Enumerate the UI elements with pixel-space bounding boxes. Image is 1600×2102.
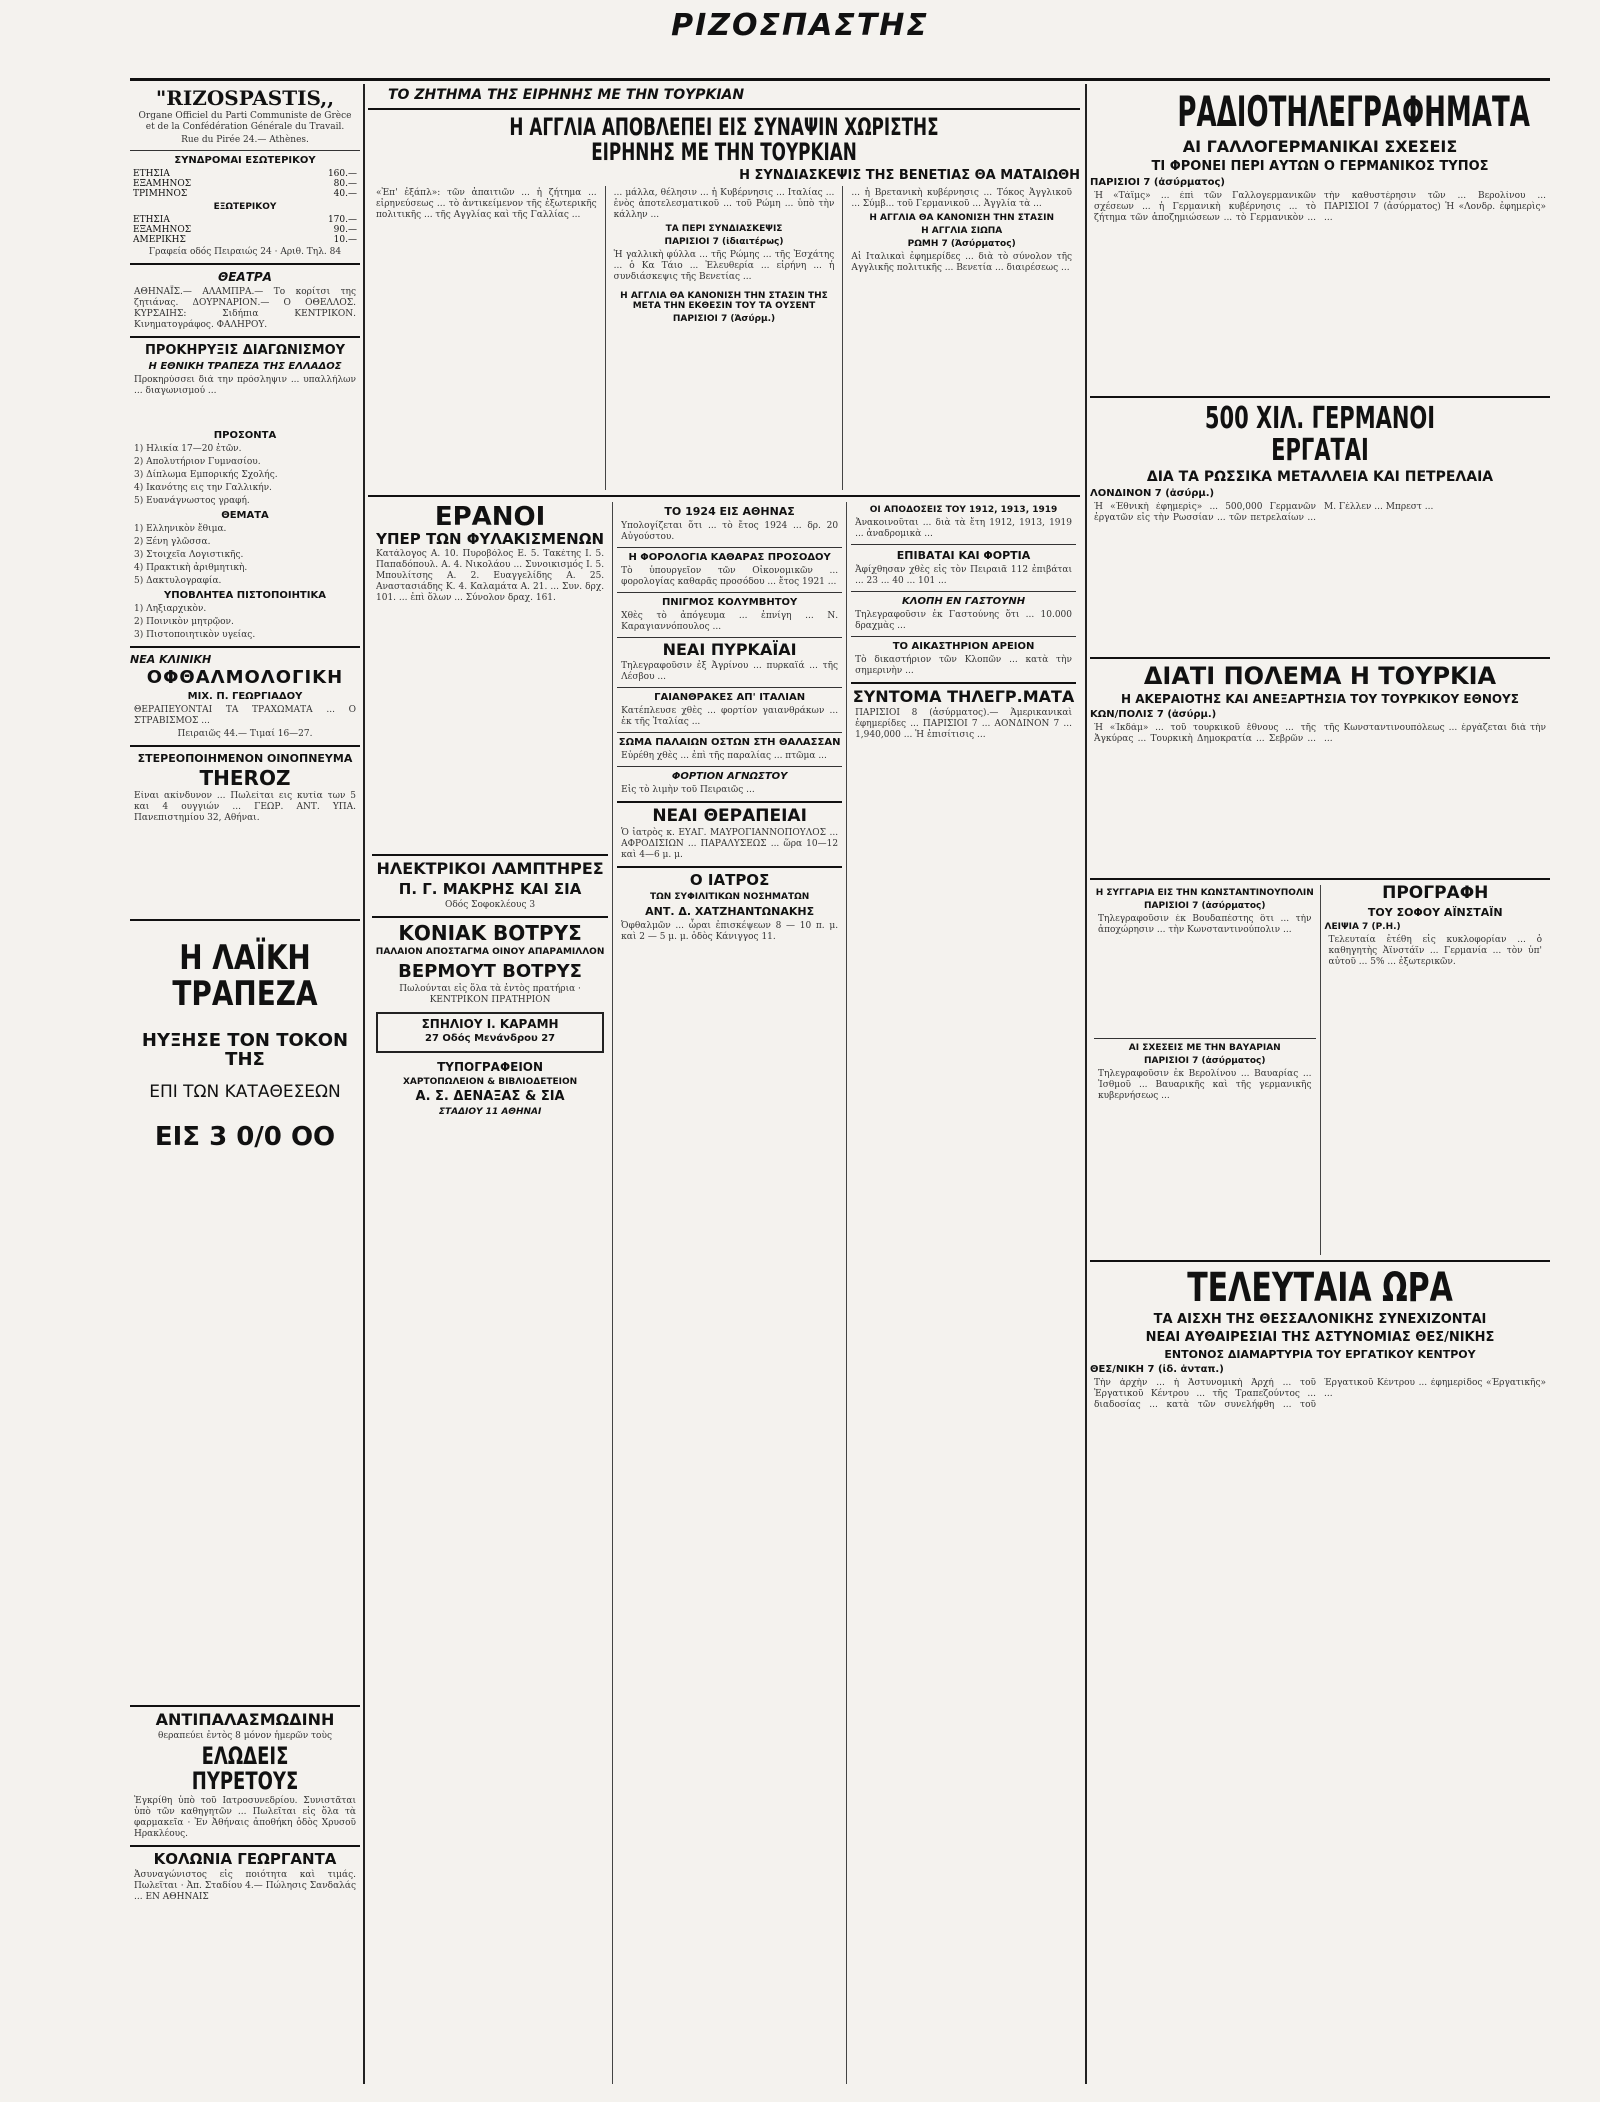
rate-row bbox=[130, 235, 360, 245]
divider bbox=[372, 916, 608, 918]
coal-heading: ΓΑΙΑΝΘΡΑΚΕΣ ΑΠ' ΙΤΑΛΙΑΝ bbox=[654, 692, 806, 704]
requirement-item: 3) Δίπλωμα Εμπορικής Σχολής. bbox=[134, 470, 278, 480]
alcohol-brand: THEROZ bbox=[199, 765, 291, 790]
coal-text: Κατέπλευσε χθὲς ... φορτίον γαιανθράκων ... ἐκ τῆς Ἰταλίας ... bbox=[621, 706, 839, 728]
rate-value: 160.— bbox=[327, 169, 357, 179]
divider bbox=[851, 544, 1076, 545]
subject-item: 3) Στοιχεῖα Λογιστικῆς. bbox=[134, 550, 244, 560]
last-hour-heading: ΤΕΛΕΥΤΑΙΑ ΩΡΑ bbox=[1187, 1265, 1453, 1312]
rate-label: ΕΞΑΜΗΝΟΣ bbox=[133, 179, 192, 189]
rate-label: ΕΞΑΜΗΝΟΣ bbox=[133, 225, 192, 235]
foreign-heading: ΕΞΩΤΕΡΙΚΟΥ bbox=[213, 202, 277, 212]
constantinople-dateline: ΚΩΝ/ΠΟΛΙΣ 7 (ἀσύρμ.) bbox=[1090, 709, 1217, 721]
theatre-heading: ΘΕΑΤΡΑ bbox=[218, 270, 272, 284]
paris-dateline: ΠΑΡΙΣΙΟΙ 7 (ἰδιαιτέρως) bbox=[664, 237, 784, 248]
rate-label: ΑΜΕΡΙΚΗΣ bbox=[133, 235, 186, 245]
divider bbox=[130, 1845, 360, 1847]
karamis-title: ΣΠΗΛΙΟΥ Ι. ΚΑΡΑΜΗ bbox=[421, 1016, 559, 1031]
thessaloniki-heading: ΤΑ ΑΙΣΧΗ ΤΗΣ ΘΕΣΣΑΛΟΝΙΚΗΣ ΣΥΝΕΧΙΖΟΝΤΑΙ bbox=[1153, 1312, 1487, 1328]
tax-heading: Η ΦΟΡΟΛΟΓΙΑ ΚΑΘΑΡΑΣ ΠΡΟΣΟΔΟΥ bbox=[628, 552, 831, 564]
clinic-text: ΘΕΡΑΠΕΥΟΝΤΑΙ ΤΑ ΤΡΑΧΩΜΑΤΑ ... Ο ΣΤΡΑΒΙΣΜΟΣ ... bbox=[134, 704, 356, 726]
cognac-subtitle: ΠΑΛΑΙΟΝ ΑΠΟΣΤΑΓΜΑ ΟΙΝΟΥ ΑΠΑΡΑΜΙΛΛΟΝ bbox=[375, 946, 605, 957]
lead-text: «Ἐπ' ἐξάπλ»: τῶν ἀπαιτιῶν ... ἡ ζήτημα ... εἰρηνεύσεως ... τὸ ἀντικείμενον τῆς ἐξωτερικῆς πολιτικῆς ... τῆς Αγγλίας καὶ τῆς Γαλλίας ... bbox=[376, 188, 597, 221]
divider bbox=[851, 682, 1076, 684]
column-divider bbox=[1085, 84, 1087, 2084]
rate-value: 80.— bbox=[333, 179, 357, 189]
passengers-text: Ἀφίχθησαν χθὲς εἰς τὸν Πειραιᾶ 112 ἐπιβάται ... 23 ... 40 ... 101 ... bbox=[855, 565, 1072, 587]
venice-headline: Η ΣΥΝΔΙΑΣΚΕΨΙΣ ΤΗΣ ΒΕΝΕΤΙΑΣ ΘΑ ΜΑΤΑΙΩΘΗ bbox=[739, 168, 1080, 184]
athens-1924-heading: ΤΟ 1924 ΕΙΣ ΑΘΗΝΑΣ bbox=[664, 505, 795, 519]
workers-subheading: ΔΙΑ ΤΑ ΡΩΣΣΙΚΑ ΜΕΤΑΛΛΕΙΑ ΚΑΙ ΠΕΤΡΕΛΑΙΑ bbox=[1146, 469, 1494, 486]
donations-subtitle: ΥΠΕΡ ΤΩΝ ΦΥΛΑΚΙΣΜΕΝΩΝ bbox=[376, 529, 605, 548]
therapies-text: Ὁ ἰατρὸς κ. ΕΥΑΓ. ΜΑΥΡΟΓΙΑΝΝΟΠΟΥΛΟΣ ... ΑΦΡΟΔΙΣΙΩΝ ... ΠΑΡΑΛΥΣΕΩΣ ... ὥρα 10—12 καὶ 4—6 μ. μ. bbox=[621, 828, 839, 861]
lead-column bbox=[368, 186, 605, 490]
divider bbox=[617, 866, 842, 868]
lead-column bbox=[605, 186, 843, 490]
balkan-text: Ἀνακοινοῦται ... διὰ τὰ ἔτη 1912, 1913, 1919 ... ἀναδρομικὰ ... bbox=[855, 518, 1072, 540]
offices-line: Γραφεία οδός Πειραιώς 24 · Αριθ. Τηλ. 84 bbox=[148, 247, 342, 257]
lamps-shop: Π. Γ. ΜΑΚΡΗΣ ΚΑΙ ΣΙΑ bbox=[398, 880, 582, 899]
clinic-heading: ΝΕΑ ΚΛΙΝΙΚΗ bbox=[130, 653, 212, 666]
cognac-title: ΚΟΝΙΑΚ ΒΟΤΡΥΣ bbox=[398, 920, 582, 945]
england-heading: Η ΑΓΓΛΙΑ ΘΑ ΚΑΝΟΝΙΣΗ ΤΗΝ ΣΤΑΣΙΝ bbox=[869, 213, 1055, 224]
printshop-name: Α. Σ. ΔΕΝΑΞΑΣ & ΣΙΑ bbox=[415, 1089, 565, 1105]
paris-dateline: ΠΑΡΙΣΙΟΙ 7 (ἀσύρματος) bbox=[1144, 1056, 1266, 1067]
drowning-text: Χθὲς τὸ ἀπόγευμα ... ἐπνίγη ... Ν. Καραγιαννόπουλος ... bbox=[621, 611, 839, 633]
requirements-heading: ΠΡΟΣΟΝΤΑ bbox=[213, 430, 277, 441]
rome-dateline: ΡΩΜΗ 7 (Ἀσύρματος) bbox=[907, 239, 1016, 250]
passengers-heading: ΕΠΙΒΑΤΑΙ ΚΑΙ ΦΟΡΤΙΑ bbox=[896, 549, 1031, 563]
divider bbox=[617, 732, 842, 733]
rizospastis-title: "RIZOSPASTIS,, bbox=[155, 86, 335, 110]
cologne-text: Ἀσυναγώνιστος εἰς ποιότητα καὶ τιμάς. Πωλεῖται · Ἀπ. Σταδίου 4.— Πώλησις Σανδαλάς ... ΕΝ ΑΘΗΝΑΙΣ bbox=[134, 1869, 356, 1902]
body-found-heading: ΣΩΜΑ ΠΑΛΑΙΩΝ ΟΣΤΩΝ ΣΤΗ ΘΑΛΑΣΣΑΝ bbox=[618, 737, 841, 749]
foreign-rates bbox=[130, 215, 360, 245]
column-divider bbox=[363, 84, 365, 2084]
peace-topic-heading: ΤΟ ΖΗΤΗΜΑ ΤΗΣ ΕΙΡΗΝΗΣ ΜΕ ΤΗΝ ΤΟΥΡΚΙΑΝ bbox=[388, 87, 745, 103]
lamps-address: Οδός Σοφοκλέους 3 bbox=[445, 899, 536, 910]
tax-text: Τὸ ὑπουργεῖον τῶν Οἰκονομικῶν ... φορολογίας καθαρᾶς προσόδου ... ἔτος 1921 ... bbox=[621, 566, 839, 588]
vermouth-title: ΒΕΡΜΟΥΤ ΒΟΤΡΥΣ bbox=[398, 960, 582, 982]
subjects-heading: ΘΕΜΑΤΑ bbox=[221, 510, 269, 521]
lead-text: ... ἡ Βρετανικὴ κυβέρνησις ... Τόκος Ἀγγλικοῦ ... Σύμβ... τοῦ Γερμανικοῦ ... Ἀγγλία τὰ ... bbox=[851, 188, 1073, 210]
middle-column bbox=[368, 84, 1080, 2084]
rate-row bbox=[130, 169, 360, 179]
rate-value: 10.— bbox=[333, 235, 357, 245]
doctor-heading: Ο ΙΑΤΡΟΣ bbox=[689, 871, 770, 890]
karamis-address: 27 Οδός Μενάνδρου 27 bbox=[425, 1033, 556, 1045]
paris-dateline-2: ΠΑΡΙΣΙΟΙ 7 (Ἀσύρμ.) bbox=[672, 314, 776, 325]
news-column bbox=[612, 502, 846, 2084]
divider bbox=[130, 745, 360, 747]
einstein-text: Τελευταία ἐτέθη εἰς κυκλοφορίαν ... ὁ καθηγητὴς Ἀϊνστάϊν ... Γερμανία ... τὸν ὑπ' αὐτοῦ ... 5% ... ἐξωτερικῶν. bbox=[1328, 935, 1542, 968]
proscription-heading: ΠΡΟΓΡΑΦΗ bbox=[1382, 885, 1489, 904]
divider bbox=[368, 108, 1080, 110]
divider bbox=[130, 1705, 360, 1707]
masthead: ΡΙΖΟΣΠΑΣΤΗΣ bbox=[671, 8, 929, 43]
requirement-item: 5) Ευανάγνωστος γραφή. bbox=[134, 496, 250, 506]
documents-heading: ΥΠΟΒΛΗΤΕΑ ΠΙΣΤΟΠΟΙΗΤΙΚΑ bbox=[164, 590, 326, 601]
rate-value: 170.— bbox=[327, 215, 357, 225]
bank-subtitle-2: ΕΠΙ ΤΩΝ ΚΑΤΑΘΕΣΕΩΝ bbox=[149, 1082, 341, 1103]
requirement-item: 2) Απολυτήριον Γυμνασίου. bbox=[134, 457, 261, 467]
main-headline: Η ΑΓΓΛΙΑ ΑΠΟΒΛΕΠΕΙ ΕΙΣ ΣΥΝΑΨΙΝ ΧΩΡΙΣΤΗΣ ΕΙΡΗΝΗΣ ΜΕ ΤΗΝ ΤΟΥΡΚΙΑΝ bbox=[509, 113, 939, 167]
divider bbox=[851, 591, 1076, 592]
fever-headline: ΕΛΩΔΕΙΣ ΠΥΡΕΤΟΥΣ bbox=[191, 1741, 299, 1795]
rate-row bbox=[130, 215, 360, 225]
divider bbox=[617, 547, 842, 548]
document-item: 3) Πιστοποιητικὸν υγείας. bbox=[134, 630, 256, 640]
divider bbox=[1094, 1038, 1316, 1039]
requirement-item: 1) Ηλικία 17—20 ἐτῶν. bbox=[134, 444, 242, 454]
split-articles bbox=[1090, 885, 1550, 1255]
franco-german-heading: ΑΙ ΓΑΛΛΟΓΕΡΜΑΝΙΚΑΙ ΣΧΕΣΕΙΣ bbox=[1182, 137, 1458, 157]
bottom-ads bbox=[130, 1700, 360, 2090]
turkey-war-heading: ΔΙΑΤΙ ΠΟΛΕΜΑ Η ΤΟΥΡΚΙΑ bbox=[1143, 662, 1497, 691]
fires-heading: ΝΕΑΙ ΠΥΡΚΑΪΑΙ bbox=[662, 640, 797, 660]
cargo-unknown-heading: ΦΟΡΤΙΟΝ ΑΓΝΩΣΤΟΥ bbox=[671, 771, 788, 783]
subject-item: 2) Ξένη γλῶσσα. bbox=[134, 537, 211, 547]
einstein-subheading: ΤΟΥ ΣΟΦΟΥ ΑΪΝΣΤΑΪΝ bbox=[1367, 906, 1503, 920]
requirement-item: 4) Ικανότης εις την Γαλλικήν. bbox=[134, 483, 272, 493]
divider bbox=[851, 636, 1076, 637]
london-dateline: ΛΟΝΔΙΝΟΝ 7 (ἀσύρμ.) bbox=[1090, 488, 1215, 500]
masthead-rule bbox=[130, 78, 1550, 81]
lead-article bbox=[368, 186, 1080, 490]
karamis-ad bbox=[376, 1012, 604, 1054]
turkey-war-subheading: Η ΑΚΕΡΑΙΟΤΗΣ ΚΑΙ ΑΝΕΞΑΡΤΗΣΙΑ ΤΟΥ ΤΟΥΡΚΙΚΟΥ ΕΘΝΟΥΣ bbox=[1121, 692, 1519, 707]
subject-item: 1) Ελληνικὸν ἔθιμα. bbox=[134, 524, 227, 534]
bank-subtitle: ΗΥΞΗΣΕ ΤΟΝ ΤΟΚΟΝ ΤΗΣ bbox=[141, 1030, 349, 1071]
tender-text: Προκηρύσσει διά την πρόσληψιν ... υπαλλήλων ... διαγωνισμού ... bbox=[134, 375, 356, 396]
police-heading: ΝΕΑΙ ΑΥΘΑΙΡΕΣΙΑΙ ΤΗΣ ΑΣΤΥΝΟΜΙΑΣ ΘΕΣ/ΝΙΚΗΣ bbox=[1145, 1330, 1495, 1346]
address-line: Rue du Pirée 24.— Athènes. bbox=[181, 135, 309, 145]
body-found-text: Εὑρέθη χθὲς ... ἐπὶ τῆς παραλίας ... πτῶμα ... bbox=[621, 751, 827, 762]
tender-heading: ΠΡΟΚΗΡΥΞΙΣ ΔΙΑΓΩΝΙΣΜΟΥ bbox=[144, 343, 346, 358]
subject-item: 5) Δακτυλογραφία. bbox=[134, 576, 222, 586]
tender-subheading: Η ΕΘΝΙΚΗ ΤΡΑΠΕΖΑ ΤΗΣ ΕΛΛΑΔΟΣ bbox=[148, 361, 342, 372]
divider bbox=[130, 263, 360, 265]
donations-text: Κατάλογος Α. 10. Πυροβόλος Ε. 5. Τακέτης Ι. 5. Παπαδόπουλ. Α. 4. Νικολάου ... Συνοικισμός Ι. 5. Μπουλίτσης Α. 2. Ευαγγελίδης Α. 25. Αναστασιάδης Κ. 4. Καλαμάτα Α. 21. ... Συν. δρχ. 101. ... ἐπὶ ὅλων ... Σύνολον δραχ. 161. bbox=[376, 549, 605, 604]
lamps-title: ΗΛΕΚΤΡΙΚΟΙ ΛΑΜΠΤΗΡΕΣ bbox=[376, 859, 604, 879]
thessaloniki-dateline: ΘΕΣ/ΝΙΚΗ 7 (ἰδ. ἀνταπ.) bbox=[1090, 1364, 1224, 1376]
lower-articles bbox=[368, 502, 1080, 2084]
rate-value: 90.— bbox=[333, 225, 357, 235]
divider bbox=[1090, 657, 1550, 659]
workers-text: Ἡ «Ἐθνικὴ ἐφημερὶς» ... 500,000 Γερμανῶν ἐργατῶν εἰς τὴν Ρωσσίαν ... τῶν πετρελαίων ... Μ. Γέλλεν ... Μπρεστ ... bbox=[1094, 502, 1434, 524]
paris-dateline: ΠΑΡΙΣΙΟΙ 7 (ἀσύρματος) bbox=[1090, 177, 1225, 189]
news-column bbox=[846, 502, 1080, 2084]
rate-label: ΤΡΙΜΗΝΟΣ bbox=[133, 189, 188, 199]
radiotelegrams-heading: ΡΑΔΙΟΤΗΛΕΓΡΑΦΗΜΑΤΑ bbox=[1177, 87, 1530, 136]
clinic-title: ΟΦΘΑΛΜΟΛΟΓΙΚΗ bbox=[146, 667, 344, 688]
divider bbox=[1090, 396, 1550, 398]
therapies-heading: ΝΕΑΙ ΘΕΡΑΠΕΙΑΙ bbox=[652, 806, 807, 827]
gastouni-text: Τηλεγραφοῦσιν ἐκ Γαστούνης ὅτι ... 10.000 δραχμὰς ... bbox=[855, 610, 1072, 632]
printshop-subtitle: ΧΑΡΤΟΠΩΛΕΙΟΝ & ΒΙΒΛΙΟΔΕΤΕΙΟΝ bbox=[402, 1077, 578, 1088]
england-heading-2: Η ΑΓΓΛΙΑ ΘΑ ΚΑΝΟΝΙΣΗ ΤΗΝ ΣΤΑΣΙΝ ΤΗΣ ΜΕΤΑ ΤΗΝ ΕΚΘΕΣΙΝ ΤΟΥ ΤΑ ΟΥΣΕΝΤ bbox=[620, 291, 828, 312]
lead-column bbox=[842, 186, 1080, 490]
balkan-heading: ΟΙ ΑΠΟΔΟΣΕΙΣ ΤΟΥ 1912, 1913, 1919 bbox=[869, 505, 1058, 516]
lead-text: ... μάλλα, θέλησιν ... ἡ Κυβέρνησις ... Ιταλίας ... ἑνὸς ἀποτελεσματικοῦ ... τοῦ Ρώμη ... ὑπὸ τὴν κάλλην ... bbox=[613, 188, 835, 221]
gastouni-heading: ΚΛΟΠΗ ΕΝ ΓΑΣΤΟΥΝΗ bbox=[901, 596, 1026, 608]
cargo-unknown-text: Εἰς τὸ λιμὴν τοῦ Πειραιῶς ... bbox=[621, 785, 755, 796]
doctor-name: ΑΝΤ. Δ. ΧΑΤΖΗΑΝΤΩΝΑΚΗΣ bbox=[645, 904, 815, 918]
rate-label: ΕΤΗΣΙΑ bbox=[133, 215, 170, 225]
court-text: Τὸ δικαστήριον τῶν Κλοπῶν ... κατὰ τὴν σημερινὴν ... bbox=[855, 655, 1072, 677]
paris-dateline: ΠΑΡΙΣΙΟΙ 7 (ἀσύρματος) bbox=[1144, 901, 1266, 912]
news-column bbox=[1320, 885, 1551, 1255]
quinine-line: θεραπεύει ἐντὸς 8 μόνον ἡμερῶν τοὺς bbox=[157, 1730, 332, 1741]
divider bbox=[1090, 878, 1550, 880]
printshop-address: ΣΤΑΔΙΟΥ 11 ΑΘΗΝΑΙ bbox=[438, 1106, 542, 1117]
clinic-address: Πειραιῶς 44.— Τιμαί 16—27. bbox=[177, 728, 313, 739]
news-column bbox=[1090, 885, 1320, 1255]
rate-value: 40.— bbox=[333, 189, 357, 199]
short-telegrams-heading: ΣΥΝΤΟΜΑ ΤΗΛΕΓΡ.ΜΑΤΑ bbox=[852, 687, 1075, 707]
right-column bbox=[1090, 84, 1550, 2084]
printshop-title: ΤΥΠΟΓΡΑΦΕΙΟΝ bbox=[437, 1060, 544, 1075]
workers-heading: 500 ΧΙΛ. ΓΕΡΜΑΝΟΙ ΕΡΓΑΤΑΙ bbox=[1204, 401, 1436, 468]
cologne-heading: ΚΟΛΩΝΙΑ ΓΕΩΡΓΑΝΤΑ bbox=[153, 1850, 337, 1869]
divider bbox=[617, 592, 842, 593]
rome-text: Αἱ Ιταλικαὶ ἐφημερίδες ... διὰ τὸ σύνολον τῆς Αγγλικῆς πολιτικῆς ... Βενετία ... διαιρέσεως ... bbox=[851, 252, 1073, 274]
rate-row bbox=[130, 189, 360, 199]
alcohol-text: Είναι ακίνδυνον ... Πωλείται εις κυτία των 5 και 4 ουγγιών ... ΓΕΩΡ. ΑΝΤ. ΥΠΑ. Πανεπιστημίου 32, Αθήναι. bbox=[134, 790, 356, 823]
turkey-war-text: Ἡ «Ἰκδάμ» ... τοῦ τουρκικοῦ ἔθνους ... τῆς Ἀγκύρας ... Τουρκικὴ Δημοκρατία ... Σεβρῶν ... τῆς Κωνσταντινουπόλεως ... ἐργάζεται διὰ τὴν ... bbox=[1094, 723, 1546, 745]
athens-1924-text: Υπολογίζεται ὅτι ... τὸ ἔτος 1924 ... δρ. 20 Αὐγούστου. bbox=[621, 521, 839, 543]
bavaria-heading: ΑΙ ΣΧΕΣΕΙΣ ΜΕ ΤΗΝ ΒΑΥΑΡΙΑΝ bbox=[1128, 1043, 1281, 1054]
organ-line: Organe Officiel du Parti Communiste de Grèce et de la Confédération Générale du Travail. bbox=[138, 111, 352, 132]
subject-item: 4) Πρακτικὴ ἀριθμητικὴ. bbox=[134, 563, 248, 573]
divider bbox=[130, 336, 360, 338]
german-press-heading: ΤΙ ΦΡΟΝΕΙ ΠΕΡΙ ΑΥΤΩΝ Ο ΓΕΡΜΑΝΙΚΟΣ ΤΥΠΟΣ bbox=[1151, 159, 1489, 175]
drowning-heading: ΠΝΙΓΜΟΣ ΚΟΛΥΜΒΗΤΟΥ bbox=[661, 597, 798, 609]
bank-title: Η ΛΑΪΚΗ ΤΡΑΠΕΖΑ bbox=[172, 937, 318, 1014]
donations-title: ΕΡΑΝΟΙ bbox=[434, 502, 546, 533]
subscriptions-heading: ΣΥΝΔΡΟΜΑΙ ΕΣΩΤΕΡΙΚΟΥ bbox=[174, 155, 316, 166]
quinine-text: Ἐγκρίθη ὑπὸ τοῦ Ιατροσυνεδρίου. Συνιστᾶται ὑπὸ τῶν καθηγητῶν ... Πωλεῖται εἰς ὅλα τὰ φαρμακεῖα · Ἐν Ἀθήναις ἀποθήκη ὁδὸς Χρυσοῦ Ηρακλέους. bbox=[134, 1796, 356, 1840]
divider bbox=[617, 637, 842, 638]
vermouth-text: Πωλούνται εἰς ὅλα τὰ ἐντὸς πρατήρια · ΚΕΝΤΡΙΚΟΝ ΠΡΑΤΗΡΙΟΝ bbox=[399, 983, 581, 1005]
leipzig-dateline: ΛΕΙΨΙΑ 7 (Ρ.Η.) bbox=[1324, 922, 1401, 933]
divider bbox=[617, 766, 842, 767]
england-subheading: Η ΑΓΓΛΙΑ ΣΙΩΠΑ bbox=[921, 226, 1003, 237]
bavaria-text: Τηλεγραφοῦσιν ἐκ Βερολίνου ... Βαυαρίας ... Ἰσθμοῦ ... Βαυαρικῆς καὶ τῆς γερμανικῆς κυβερνήσεως ... bbox=[1098, 1069, 1312, 1102]
court-heading: ΤΟ ΑΙΚΑΣΤΗΡΙΟΝ ΑΡΕΙΟΝ bbox=[892, 641, 1035, 653]
meetings-heading: ΤΑ ΠΕΡΙ ΣΥΝΔΙΑΣΚΕΨΙΣ bbox=[665, 224, 783, 235]
constantinople-text: Τηλεγραφοῦσιν ἐκ Βουδαπέστης ὅτι ... τὴν ἀποχώρησιν ... τὴν Κωνσταντινούπολιν ... bbox=[1098, 914, 1312, 936]
short-telegrams-text: ΠΑΡΙΣΙΟΙ 8 (ἀσύρματος).— Ἀμερικανικαὶ ἐφημερίδες ... ΠΑΡΙΣΙΟΙ 7 ... ΑΟΝΔΙΝΟΝ 7 ... 1,940,000 ... Ἡ ἐπισίτισις ... bbox=[855, 708, 1072, 741]
divider bbox=[368, 495, 1080, 497]
quinine-heading: ΑΝΤΙΠΑΛΑΣΜΩΔΙΝΗ bbox=[155, 1710, 335, 1729]
divider bbox=[130, 646, 360, 648]
document-item: 1) Ληξιαρχικὸν. bbox=[134, 604, 207, 614]
document-item: 2) Ποινικὸν μητρῷον. bbox=[134, 617, 234, 627]
protest-heading: ΕΝΤΟΝΟΣ ΔΙΑΜΑΡΤΥΡΙΑ ΤΟΥ ΕΡΓΑΤΙΚΟΥ ΚΕΝΤΡΟΥ bbox=[1164, 1348, 1476, 1362]
doctor-subheading: ΤΩΝ ΣΥΦΙΛΙΤΙΚΩΝ ΝΟΣΗΜΑΤΩΝ bbox=[649, 891, 810, 902]
divider bbox=[617, 801, 842, 803]
domestic-rates bbox=[130, 169, 360, 199]
divider bbox=[372, 854, 608, 856]
rate-label: ΕΤΗΣΙΑ bbox=[133, 169, 170, 179]
constantinople-heading: Η ΣΥΓΓΑΡΙΑ ΕΙΣ ΤΗΝ ΚΩΝΣΤΑΝΤΙΝΟΥΠΟΛΙΝ bbox=[1095, 888, 1314, 899]
thessaloniki-text: Τὴν ἀρχὴν ... ἡ Ἀστυνομικὴ Ἀρχή ... τοῦ Ἐργατικοῦ Κέντρου ... τῆς Τραπεζούντος ... διαδοσίας ... κατὰ τῶν συνελήφθη ... τοῦ Ἐργατικοῦ Κέντρου ... ἐφημερίδος «Ἐργατικῆς» ... bbox=[1094, 1378, 1546, 1411]
divider bbox=[617, 687, 842, 688]
doctor-text: Ὀφθαλμῶν ... ὧραι ἐπισκέψεων 8 — 10 π. μ. καὶ 2 — 5 μ. μ. ὁδὸς Κάνιγγος 11. bbox=[621, 920, 839, 942]
fires-text: Τηλεγραφοῦσιν ἐξ Ἀγρίνου ... πυρκαϊά ... τῆς Λέσβου ... bbox=[621, 661, 839, 683]
divider bbox=[1090, 1260, 1550, 1262]
divider bbox=[130, 919, 360, 921]
radiotelegrams-text: Ἡ «Τάϊμς» ... ἐπὶ τῶν Γαλλογερμανικῶν σχέσεων ... ἡ Γερμανικὴ κυβέρνησις ... τὸ ζήτημα τῶν ἀποζημιώσεων ... τὸ Γερμανικὸν ... τὴν καθυστέρησιν τῶν ... Βερολίνου ... ΠΑΡΙΣΙΟΙ 7 (ἀσύρματος) Ἡ «Λονδρ. ἐφημερὶς» ... bbox=[1094, 191, 1546, 224]
clinic-doctor: ΜΙΧ. Π. ΓΕΩΡΓΙΑΔΟΥ bbox=[187, 690, 303, 702]
ads-column bbox=[368, 502, 612, 2084]
meetings-text: Ἡ γαλλικὴ φύλλα ... τῆς Ρώμης ... τῆς Ἐσχάτης ... ὁ Κα Τάιο ... Ἐλευθερία ... εἰρήνη ... ἡ συνδιάσκεψις τῆς Βενετίας ... bbox=[613, 250, 835, 283]
divider bbox=[130, 150, 360, 151]
alcohol-heading: ΣΤΕΡΕΟΠΟΙΗΜΕΝΟΝ ΟΙΝΟΠΝΕΥΜΑ bbox=[137, 751, 353, 765]
rate-row bbox=[130, 225, 360, 235]
rate-row bbox=[130, 179, 360, 189]
bank-rate: ΕΙΣ 3 0/0 ΟΟ bbox=[154, 1121, 336, 1152]
theatre-text: ΑΘΗΝΑΪΣ.— ΑΛΑΜΠΡΑ.— Το κορίτσι της ζητιάνας. ΔΟΥΡΝΑΡΙΟΝ.— Ο ΟΘΕΛΛΟΣ. ΚΥΡΣΑΙΗΣ: Σιδήπια ΚΕΝΤΡΙΚΟΝ. Κινηματογράφος. ΦΑΛΗΡΟΥ. bbox=[134, 287, 356, 330]
